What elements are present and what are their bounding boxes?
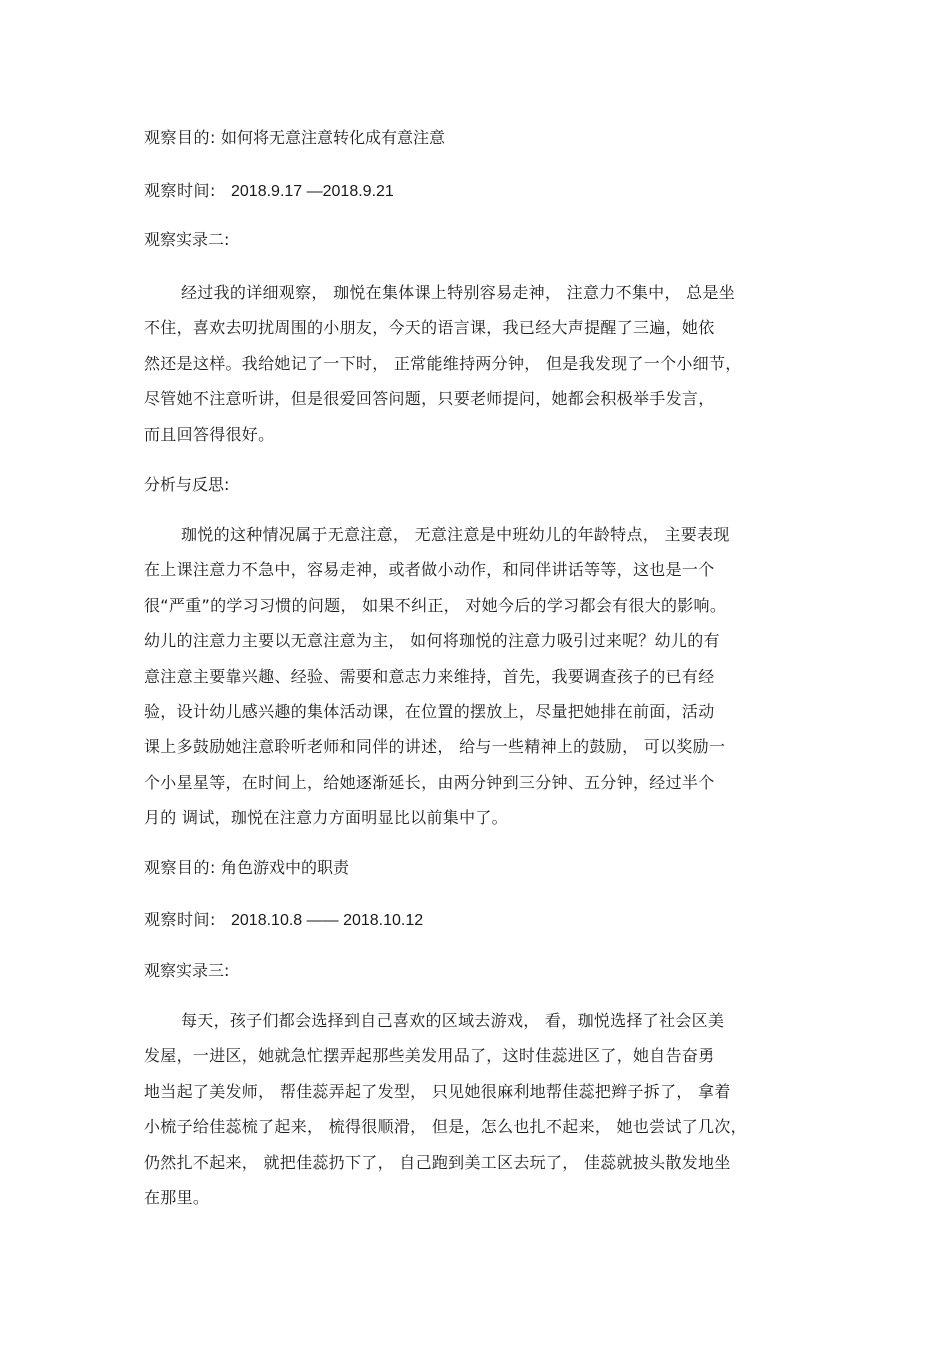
paragraph-line: 验，设计幼儿感兴趣的集体活动课，在位置的摆放上，尽量把她排在前面，活动 [144, 702, 715, 722]
paragraph-line: 幼儿的注意力主要以无意注意为主， 如何将珈悦的注意力吸引过来呢？幼儿的有 [144, 631, 720, 651]
paragraph-line: 小梳子给佳蕊梳了起来， 梳得很顺滑， 但是，怎么也扎不起来， 她也尝试了几次， [144, 1117, 747, 1137]
paragraph-line: 珈悦的这种情况属于无意注意， 无意注意是中班幼儿的年龄特点， 主要表现 [181, 525, 730, 544]
analysis-paragraph [144, 517, 808, 836]
purpose-value: 角色游戏中的职责 [221, 858, 350, 877]
paragraph-line: 在那里。 [144, 1188, 210, 1208]
paragraph-line: 尽管她不注意听讲，但是很爱回答问题，只要老师提问，她都会积极举手发言， [144, 389, 715, 409]
paragraph-line: 仍然扎不起来， 就把佳蕊扔下了， 自己跑到美工区去玩了， 佳蕊就披头散发地坐 [144, 1152, 731, 1172]
paragraph-line: 然还是这样。我给她记了一下时， 正常能维持两分钟， 但是我发现了一个小细节， [144, 353, 742, 373]
record-paragraph-3 [144, 1003, 808, 1215]
observation-purpose-1 [144, 127, 445, 149]
time-value: 2018.10.8 —— 2018.10.12 [231, 912, 424, 929]
paragraph-line: 课上多鼓励她注意聆听老师和同伴的讲述， 给与一些精神上的鼓励， 可以奖励一 [144, 737, 726, 757]
record-paragraph-2 [144, 275, 808, 452]
purpose-label: 观察目的: [144, 128, 216, 147]
observation-time-1 [144, 180, 394, 203]
paragraph-line: 很“严重”的学习习惯的问题， 如果不纠正， 对她今后的学习都会有很大的影响。 [144, 595, 727, 615]
time-value: 2018.9.17 —2018.9.21 [231, 183, 394, 200]
time-label: 观察时间: [144, 181, 216, 200]
paragraph-line: 意注意主要靠兴趣、经验、需要和意志力来维持，首先，我要调查孩子的已有经 [144, 666, 715, 686]
observation-time-2 [144, 909, 423, 932]
paragraph-line: 地当起了美发师， 帮佳蕊弄起了发型， 只见她很麻利地帮佳蕊把辫子拆了， 拿着 [144, 1081, 731, 1101]
record-title-3: 观察实录三: [144, 961, 230, 980]
paragraph-line: 在上课注意力不急中，容易走神，或者做小动作，和同伴讲话等等，这也是一个 [144, 560, 715, 580]
purpose-label: 观察目的: [144, 858, 216, 877]
paragraph-line: 经过我的详细观察， 珈悦在集体课上特别容易走神， 注意力不集中， 总是坐 [181, 283, 736, 302]
analysis-title: 分析与反思: [144, 475, 230, 494]
paragraph-line: 每天，孩子们都会选择到自己喜欢的区域去游戏， 看，珈悦选择了社会区美 [181, 1011, 725, 1030]
paragraph-line: 而且回答得很好。 [144, 424, 275, 444]
purpose-value: 如何将无意注意转化成有意注意 [221, 128, 446, 147]
record-title-2: 观察实录二: [144, 230, 230, 249]
paragraph-line: 发屋，一进区，她就急忙摆弄起那些美发用品了，这时佳蕊进区了，她自告奋勇 [144, 1046, 715, 1066]
observation-purpose-2 [144, 857, 349, 879]
time-label: 观察时间: [144, 910, 216, 929]
paragraph-line: 个小星星等，在时间上，给她逐渐延长，由两分钟到三分钟、五分钟，经过半个 [144, 772, 715, 792]
paragraph-line: 月的 调试，珈悦在注意力方面明显比以前集中了。 [144, 808, 508, 828]
paragraph-line: 不住，喜欢去叨扰周围的小朋友，今天的语言课，我已经大声提醒了三遍，她依 [144, 318, 715, 338]
